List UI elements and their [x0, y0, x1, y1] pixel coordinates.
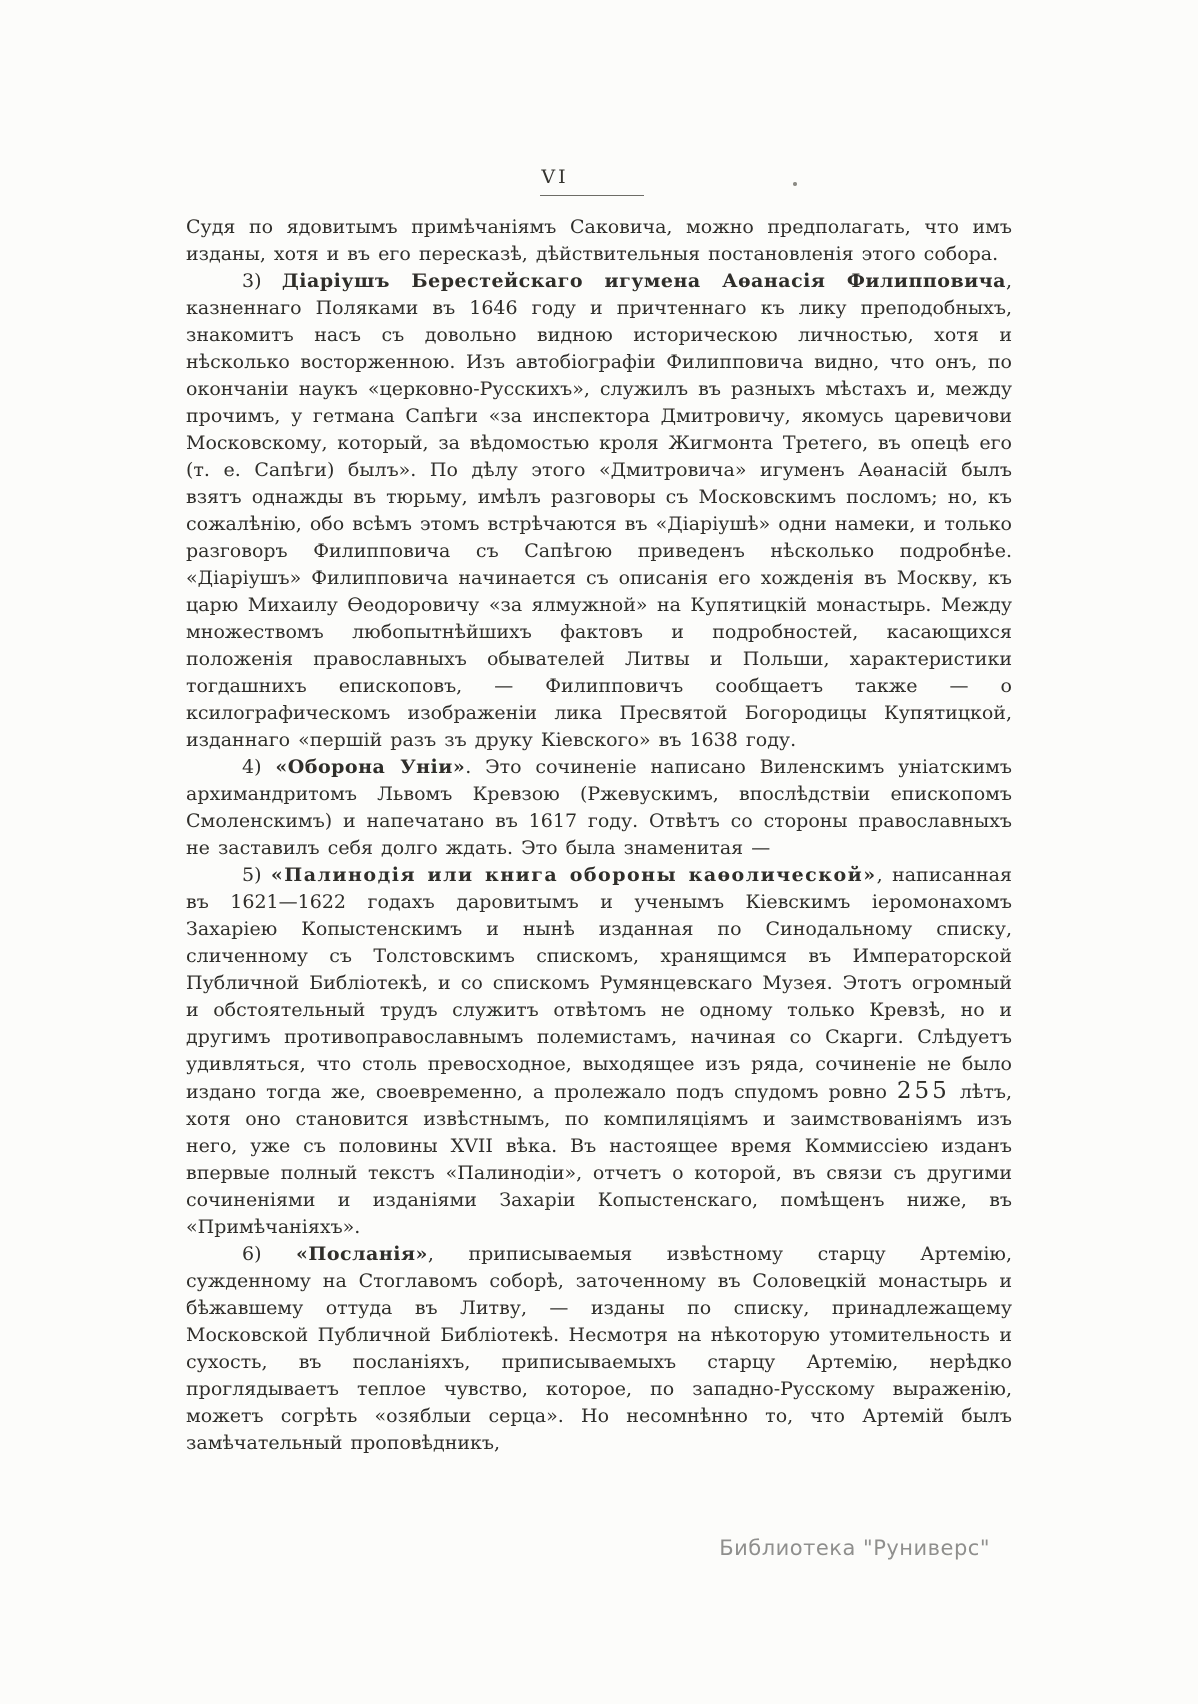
paragraph	[186, 862, 1012, 1241]
paragraph	[186, 214, 1012, 268]
text-run: 4)	[242, 756, 276, 778]
text-run: , написанная въ 1621—1622 годахъ даровитымъ и ученымъ Кіевскимъ іеромонахомъ Захаріею Копыстенскимъ и нынѣ изданная по Синодальному списку, сличенному съ Толстовскимъ спискомъ, хранящимся въ Императорской Публичной Библіотекѣ, и со спискомъ Румянцевскаго Музея. Этотъ огромный и обстоятельный трудъ служитъ отвѣтомъ не одному только Кревзѣ, но и другимъ противоправославнымъ полемистамъ, начиная со Скарги. Слѣдуетъ удивляться, что столь превосходное, выходящее изъ ряда, сочиненіе не было издано тогда же, своевременно, а пролежало подъ спудомъ ровно	[186, 864, 1012, 1103]
item-title: Діаріушъ Берестейскаго игумена Аѳанасія Филипповича	[281, 270, 1006, 292]
text-block	[186, 214, 1012, 1457]
text-run: лѣтъ, хотя оно становится извѣстнымъ, по компиляціямъ и заимствованіямъ изъ него, уже съ половины XVII вѣка. Въ настоящее время Коммиссіею изданъ впервые полный текстъ «Палинодіи», отчетъ о которой, въ связи съ другими сочиненіями и изданіями Захаріи Копыстенскаго, помѣщенъ ниже, въ «Примѣчаніяхъ».	[186, 1081, 1012, 1238]
text-run: Судя по ядовитымъ примѣчаніямъ Саковича, можно предполагать, что имъ изданы, хотя и въ его пересказѣ, дѣйствительныя постановленія этого собора.	[186, 216, 1012, 265]
header-rule	[540, 195, 644, 196]
text-run: . Это сочиненіе написано Виленскимъ уніатскимъ архимандритомъ Львомъ Кревзою (Ржевускимъ, впослѣдствіи епископомъ Смоленскимъ) и напечатано въ 1617 году. Отвѣтъ со стороны православныхъ не заставилъ себя долго ждать. Это была знаменитая —	[186, 756, 1012, 859]
text-run: 5)	[242, 864, 271, 886]
scan-artifact-dot	[793, 182, 797, 186]
item-title: «Посланія»	[296, 1243, 428, 1265]
item-title: «Оборона Уніи»	[275, 756, 466, 778]
watermark-text: Библиотека "Руниверс"	[719, 1536, 990, 1560]
text-run: 255	[896, 1078, 950, 1104]
text-run: 6)	[242, 1243, 297, 1265]
paragraph	[186, 268, 1012, 754]
page-number: VI	[541, 166, 569, 188]
text-run: 3)	[242, 270, 282, 292]
paragraph	[186, 1241, 1012, 1457]
text-run: , приписываемыя извѣстному старцу Артемію, сужденному на Стоглавомъ соборѣ, заточенному въ Соловецкій монастырь и бѣжавшему оттуда въ Литву, — изданы по списку, принадлежащему Московской Публичной Библіотекѣ. Несмотря на нѣкоторую утомительность и сухость, въ посланіяхъ, приписываемыхъ старцу Артемію, нерѣдко проглядываетъ теплое чувство, которое, по западно-Русскому выраженію, можетъ согрѣть «озяблыи серца». Но несомнѣнно то, что Артемій былъ замѣчательный проповѣдникъ,	[186, 1243, 1012, 1454]
text-run: , казненнаго Поляками въ 1646 году и причтеннаго къ лику преподобныхъ, знакомитъ насъ съ довольно видною историческою личностью, хотя и нѣсколько восторженною. Изъ автобіографіи Филипповича видно, что онъ, по окончаніи наукъ «церковно-Русскихъ», служилъ въ разныхъ мѣстахъ и, между прочимъ, у гетмана Сапѣги «за инспектора Дмитровичу, якомусь царевичови Московскому, который, за вѣдомостью кроля Жигмонта Третего, въ опецѣ его (т. е. Сапѣги) былъ». По дѣлу этого «Дмитровича» игуменъ Аѳанасій былъ взятъ однажды въ тюрьму, имѣлъ разговоры съ Московскимъ посломъ; но, къ сожалѣнію, обо всѣмъ этомъ встрѣчаются въ «Діаріушѣ» одни намеки, и только разговоръ Филипповича съ Сапѣгою приведенъ нѣсколько подробнѣе. «Діаріушъ» Филипповича начинается съ описанія его хожденія въ Москву, къ царю Михаилу Ѳеодоровичу «за ялмужной» на Купятицкій монастырь. Между множествомъ любопытнѣйшихъ фактовъ и подробностей, касающихся положенія православныхъ обывателей Литвы и Польши, характеристики тогдашнихъ епископовъ, — Филипповичъ сообщаетъ также — о ксилографическомъ изображеніи лика Пресвятой Богородицы Купятицкой, изданнаго «першій разъ зъ друку Кіевского» въ 1638 году.	[186, 270, 1013, 751]
item-title: «Палинодія или книга обороны каѳолической»	[270, 864, 877, 886]
paragraph	[186, 754, 1012, 862]
